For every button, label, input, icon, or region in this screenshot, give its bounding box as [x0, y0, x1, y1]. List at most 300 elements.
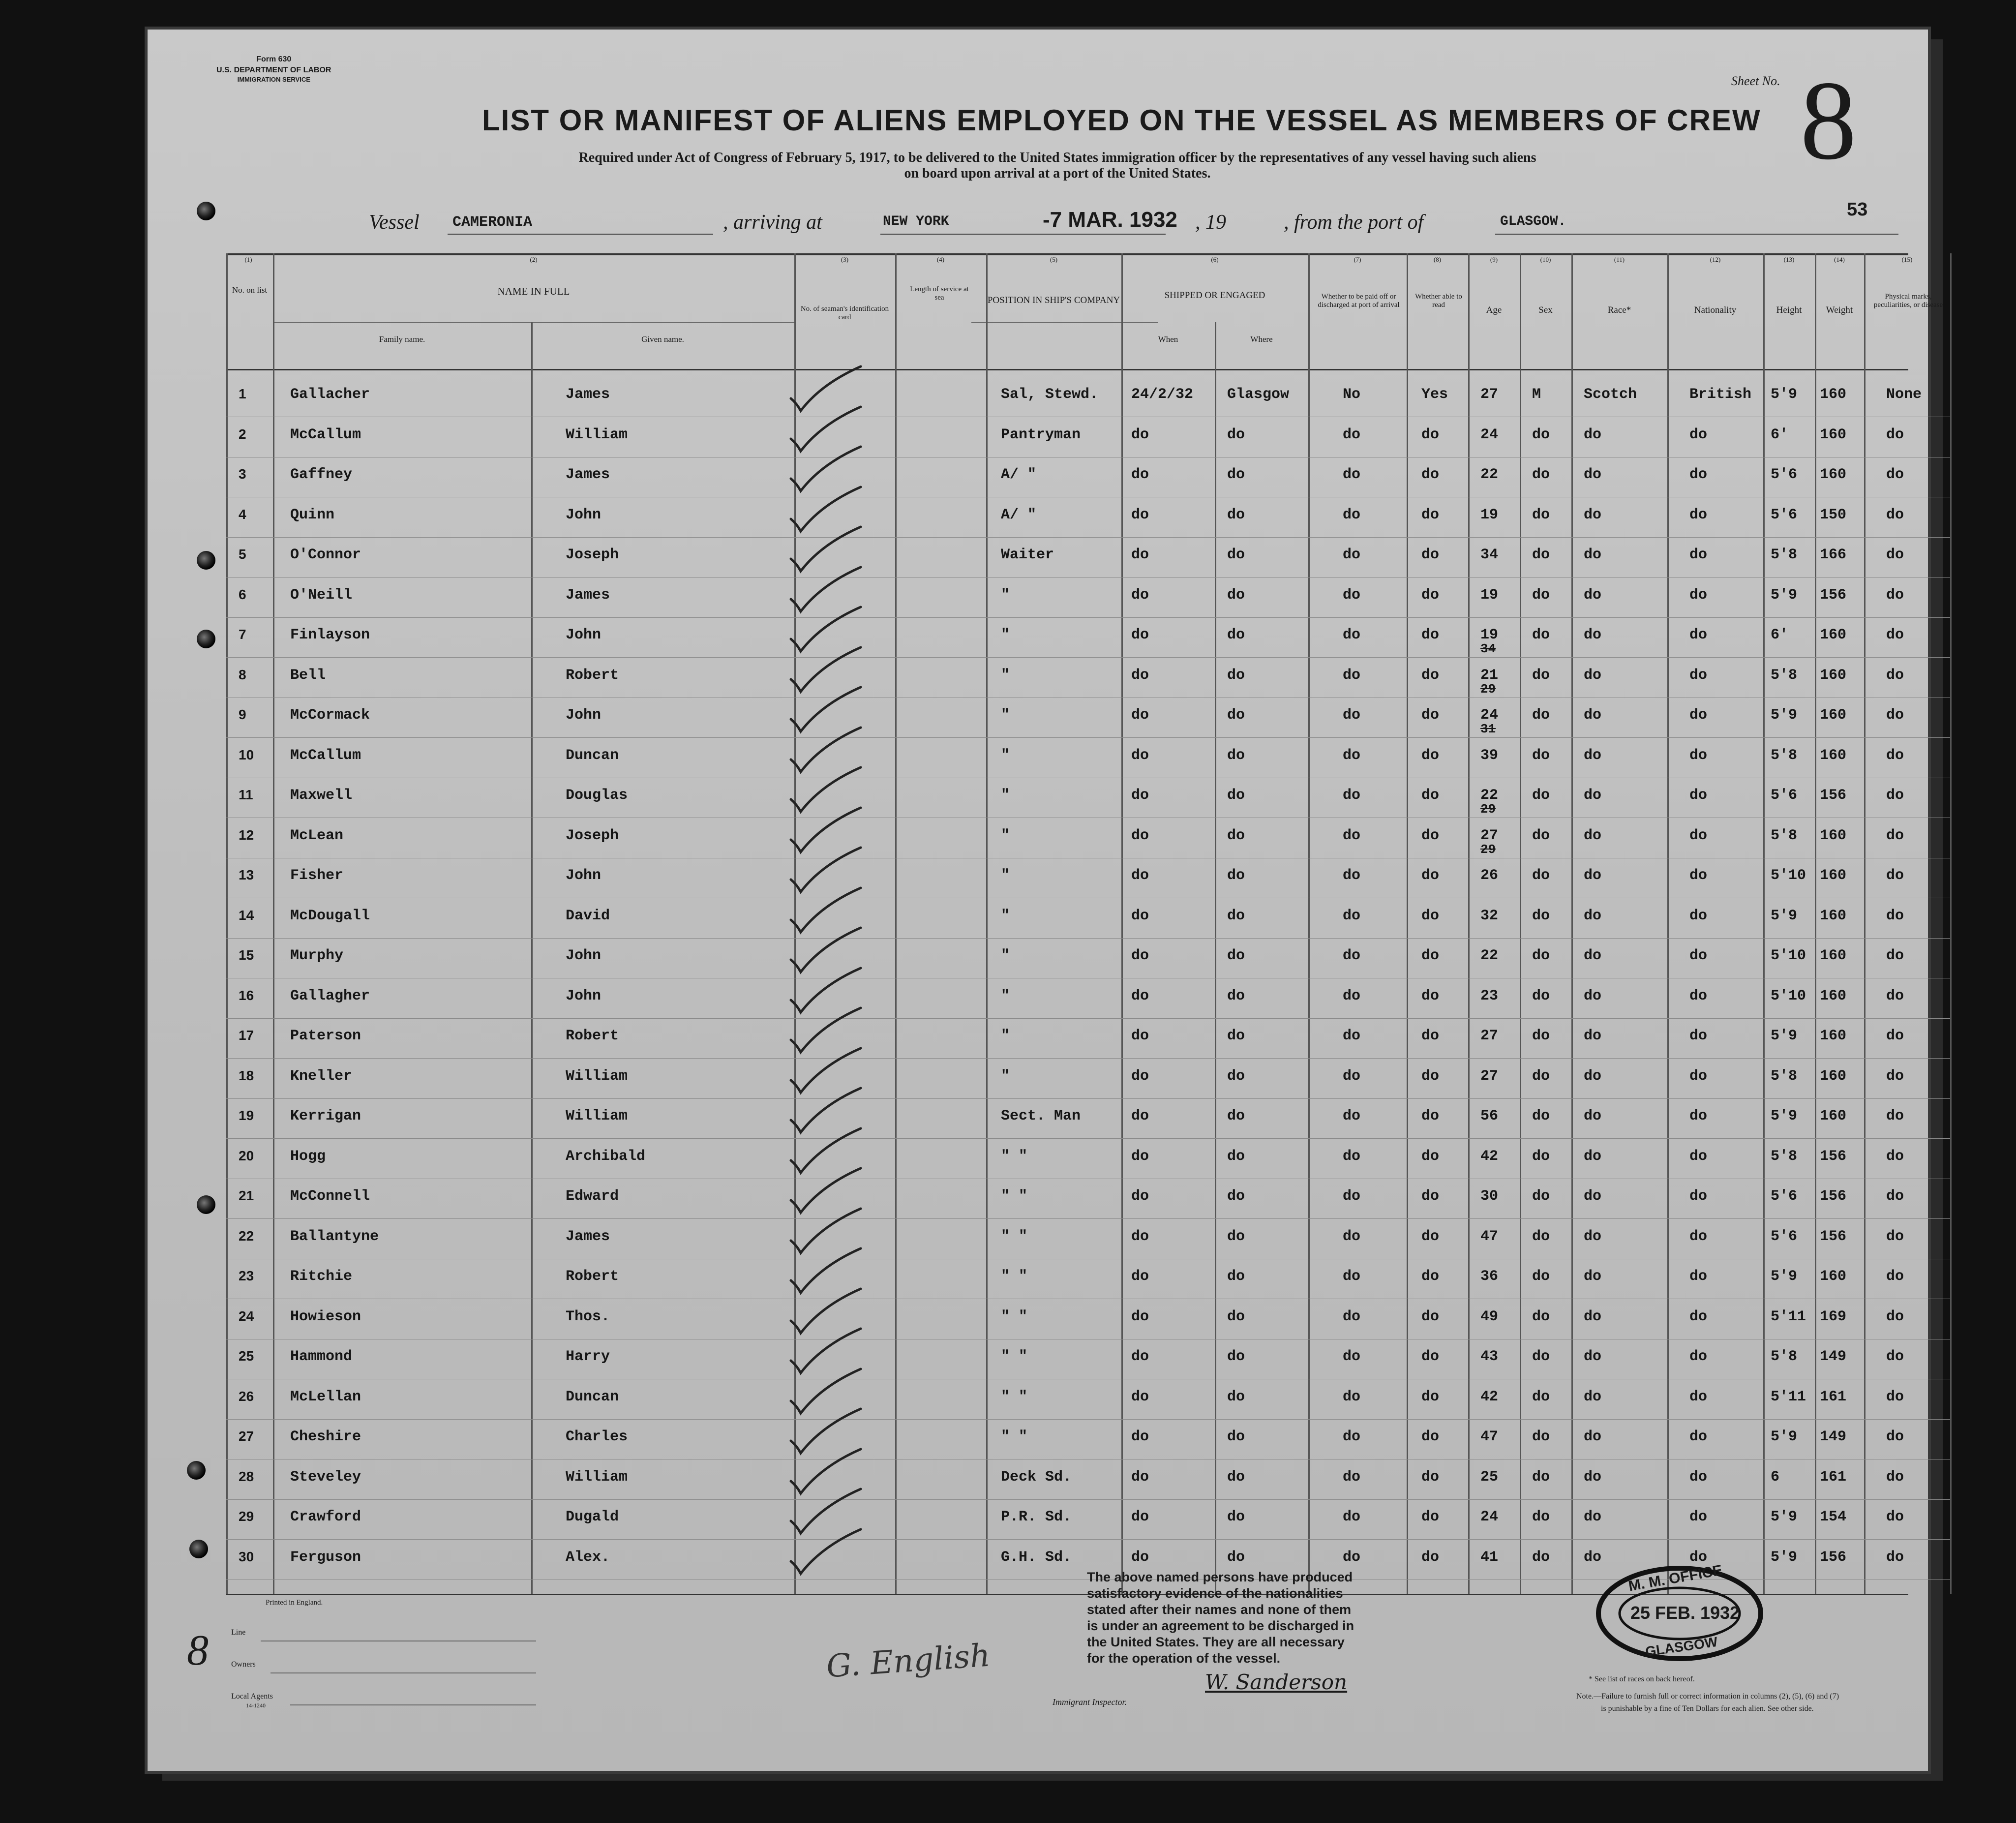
page-reference: 53	[1847, 199, 1868, 220]
punch-hole	[197, 630, 215, 648]
cell-paid: do	[1343, 586, 1361, 604]
cell-paid: do	[1343, 1148, 1361, 1165]
cell-where: do	[1227, 1028, 1245, 1044]
cell-weight: 160	[1820, 907, 1847, 924]
cell-given: James	[566, 586, 610, 604]
cell-family: Ferguson	[290, 1549, 361, 1566]
column-rule	[1763, 253, 1765, 1594]
cell-when: do	[1131, 627, 1149, 643]
cell-given: Joseph	[566, 827, 619, 844]
cell-no: 27	[239, 1428, 254, 1444]
cell-nat: do	[1689, 1108, 1708, 1124]
punch-hole	[197, 551, 215, 570]
cell-paid: do	[1343, 747, 1361, 764]
col-age: Age	[1486, 305, 1502, 315]
cell-paid: do	[1343, 1188, 1361, 1205]
cell-sex: do	[1532, 1188, 1550, 1205]
cell-race: do	[1584, 947, 1602, 964]
year-label: , 19	[1195, 211, 1226, 234]
punch-hole	[197, 202, 215, 220]
sheet-number: 8	[1800, 58, 1857, 183]
cell-family: Finlayson	[290, 627, 370, 643]
cell-when: do	[1131, 1067, 1149, 1085]
cell-race: do	[1584, 1067, 1602, 1085]
cell-weight: 160	[1820, 386, 1847, 403]
cell-family: Hammond	[290, 1348, 353, 1365]
cell-weight: 160	[1820, 707, 1847, 724]
cell-weight: 160	[1820, 947, 1847, 964]
cell-given: Alex.	[566, 1549, 610, 1566]
cell-where: do	[1227, 426, 1245, 443]
cell-nat: do	[1689, 1348, 1708, 1365]
sheet-label: Sheet No.	[1731, 74, 1780, 88]
cell-family: Ritchie	[290, 1268, 353, 1285]
arriving-port: NEW YORK	[883, 214, 949, 229]
cell-age: 30	[1480, 1188, 1499, 1205]
race-note: * See list of races on back hereof.	[1589, 1675, 1695, 1683]
cell-paid: do	[1343, 987, 1361, 1004]
col-physical-marks: Physical marks, peculiarities, or disease	[1873, 293, 1943, 309]
cell-age: 34	[1480, 547, 1499, 563]
cell-when: do	[1131, 1549, 1149, 1566]
cell-read: do	[1421, 1348, 1440, 1365]
cell-no: 14	[239, 907, 254, 923]
cell-no: 15	[239, 947, 254, 963]
cell-sex: do	[1532, 1108, 1550, 1124]
cell-when: do	[1131, 1268, 1149, 1285]
cell-race: do	[1584, 586, 1602, 604]
cell-marks: do	[1886, 867, 1904, 884]
column-rule	[895, 253, 897, 1594]
note-line-1: Note.—Failure to furnish full or correct information in columns (2), (5), (6) and (7)	[1576, 1692, 1839, 1701]
cell-where: do	[1227, 1188, 1245, 1205]
col-number: (12)	[1710, 256, 1721, 263]
cell-read: do	[1421, 1228, 1440, 1245]
cell-sex: do	[1532, 827, 1550, 844]
cell-height: 5'9	[1771, 1428, 1798, 1445]
cell-marks: do	[1886, 1509, 1904, 1525]
cell-no: 30	[239, 1549, 254, 1564]
cell-sex: do	[1532, 1028, 1550, 1044]
cell-no: 21	[239, 1188, 254, 1203]
column-rule	[273, 253, 274, 1594]
cell-family: Quinn	[290, 506, 335, 523]
form-info	[216, 54, 331, 84]
cell-no: 12	[239, 827, 254, 843]
cell-marks: do	[1886, 1228, 1904, 1245]
column-rule	[1121, 253, 1123, 1594]
cell-given: William	[566, 426, 628, 443]
cell-weight: 156	[1820, 586, 1847, 604]
cell-when: do	[1131, 1108, 1149, 1124]
cell-sex: do	[1532, 1228, 1550, 1245]
row-rule	[226, 737, 1950, 738]
cell-given: John	[566, 506, 602, 523]
cell-weight: 160	[1820, 426, 1847, 443]
cell-age: 47	[1480, 1228, 1499, 1245]
cell-marks: do	[1886, 506, 1904, 523]
cell-no: 24	[239, 1308, 254, 1324]
col-number: (10)	[1540, 256, 1551, 263]
cell-read: do	[1421, 907, 1440, 924]
cell-age-struck: 29	[1480, 802, 1496, 817]
cell-age: 19	[1480, 506, 1499, 523]
row-rule	[226, 617, 1950, 618]
cell-read: do	[1421, 547, 1440, 563]
cell-age: 22	[1480, 787, 1499, 804]
cell-family: McDougall	[290, 907, 370, 924]
cell-position: "	[1001, 907, 1010, 924]
declaration-line: The above named persons have produced	[1087, 1570, 1353, 1584]
row-rule	[226, 1499, 1950, 1500]
cell-race: do	[1584, 426, 1602, 443]
col-given-name: Given name.	[641, 334, 684, 344]
cell-where: do	[1227, 1348, 1245, 1365]
cell-no: 26	[239, 1388, 254, 1404]
cell-sex: M	[1532, 386, 1541, 403]
cell-given: James	[566, 466, 610, 483]
cell-family: Hogg	[290, 1148, 326, 1165]
cell-given: James	[566, 1228, 610, 1245]
cell-paid: do	[1343, 867, 1361, 884]
cell-race: do	[1584, 707, 1602, 724]
col-name-in-full: NAME IN FULL	[497, 285, 570, 297]
col-number: (9)	[1490, 256, 1498, 263]
cell-read: do	[1421, 1468, 1440, 1486]
cell-family: Gallacher	[290, 386, 370, 403]
cell-read: do	[1421, 586, 1440, 604]
owners-label: Owners	[231, 1660, 256, 1669]
col-nationality: Nationality	[1694, 305, 1737, 315]
cell-paid: do	[1343, 827, 1361, 844]
cell-no: 23	[239, 1268, 254, 1283]
cell-given: Joseph	[566, 547, 619, 563]
row-rule	[226, 1218, 1950, 1219]
declaration-line: is under an agreement to be discharged in	[1087, 1618, 1354, 1633]
cell-height: 5'8	[1771, 1148, 1798, 1165]
cell-nat: do	[1689, 787, 1708, 804]
cell-marks: None	[1886, 386, 1922, 403]
cell-weight: 160	[1820, 627, 1847, 643]
col-when: When	[1158, 334, 1178, 344]
cell-when: do	[1131, 1188, 1149, 1205]
cell-weight: 160	[1820, 987, 1847, 1004]
cell-position: "	[1001, 987, 1010, 1004]
cell-height: 5'6	[1771, 1188, 1798, 1205]
stamp-bottom-text: GLASGOW	[1644, 1634, 1719, 1660]
cell-age: 56	[1480, 1108, 1499, 1124]
cell-height: 5'9	[1771, 1108, 1798, 1124]
cell-nat: do	[1689, 1388, 1708, 1405]
cell-given: John	[566, 627, 602, 643]
cell-marks: do	[1886, 1348, 1904, 1365]
cell-family: Cheshire	[290, 1428, 361, 1445]
cell-when: do	[1131, 667, 1149, 684]
cell-race: do	[1584, 1148, 1602, 1165]
col-number: (15)	[1901, 256, 1913, 263]
col-length-of-service: Length of service at sea	[910, 285, 969, 302]
row-rule	[226, 938, 1950, 939]
cell-no: 10	[239, 747, 254, 762]
cell-given: John	[566, 947, 602, 964]
rule	[273, 322, 794, 323]
cell-paid: do	[1343, 506, 1361, 523]
cell-when: do	[1131, 1228, 1149, 1245]
cell-paid: do	[1343, 1228, 1361, 1245]
from-port: GLASGOW.	[1500, 214, 1566, 229]
cell-nat: do	[1689, 547, 1708, 563]
cell-when: do	[1131, 907, 1149, 924]
local-agents-label: Local Agents	[231, 1692, 273, 1701]
cell-marks: do	[1886, 426, 1904, 443]
inspector-label: Immigrant Inspector.	[1053, 1697, 1127, 1707]
table-top-rule	[226, 253, 1908, 255]
cell-height: 5'6	[1771, 506, 1798, 523]
cell-race: do	[1584, 1188, 1602, 1205]
column-rule	[226, 253, 228, 1594]
cell-weight: 160	[1820, 667, 1847, 684]
cell-race: do	[1584, 827, 1602, 844]
cell-where: do	[1227, 1268, 1245, 1285]
cell-marks: do	[1886, 827, 1904, 844]
cell-marks: do	[1886, 627, 1904, 643]
cell-marks: do	[1886, 1468, 1904, 1486]
cell-read: do	[1421, 466, 1440, 483]
cell-family: Kerrigan	[290, 1108, 361, 1124]
cell-where: do	[1227, 1428, 1245, 1445]
cell-position: "	[1001, 1028, 1010, 1044]
cell-marks: do	[1886, 466, 1904, 483]
document-subtitle	[393, 150, 1721, 182]
cell-paid: do	[1343, 1308, 1361, 1325]
cell-read: do	[1421, 1148, 1440, 1165]
cell-nat: do	[1689, 747, 1708, 764]
cell-given: Edward	[566, 1188, 619, 1205]
cell-sex: do	[1532, 426, 1550, 443]
cell-given: John	[566, 867, 602, 884]
cell-family: McLellan	[290, 1388, 361, 1405]
cell-race: do	[1584, 1228, 1602, 1245]
cell-nat: do	[1689, 426, 1708, 443]
subtitle-line-2: on board upon arrival at a port of the United States.	[904, 166, 1211, 181]
cell-when: do	[1131, 1348, 1149, 1365]
cell-age: 36	[1480, 1268, 1499, 1285]
cell-read: do	[1421, 707, 1440, 724]
cell-sex: do	[1532, 907, 1550, 924]
cell-age: 27	[1480, 1067, 1499, 1085]
cell-position: "	[1001, 747, 1010, 764]
cell-height: 5'8	[1771, 1067, 1798, 1085]
cell-no: 9	[239, 707, 246, 722]
cell-race: do	[1584, 466, 1602, 483]
cell-read: do	[1421, 1308, 1440, 1325]
cell-when: do	[1131, 827, 1149, 844]
cell-no: 13	[239, 867, 254, 882]
cell-paid: do	[1343, 667, 1361, 684]
note-line-2: is punishable by a fine of Ten Dollars for each alien. See other side.	[1601, 1704, 1814, 1713]
cell-height: 5'11	[1771, 1308, 1806, 1325]
cell-height: 5'11	[1771, 1388, 1806, 1405]
cell-sex: do	[1532, 547, 1550, 563]
cell-height: 6'	[1771, 426, 1789, 443]
cell-nat: do	[1689, 586, 1708, 604]
cell-when: do	[1131, 747, 1149, 764]
cell-when: do	[1131, 1388, 1149, 1405]
cell-read: do	[1421, 1388, 1440, 1405]
cell-height: 5'9	[1771, 1549, 1798, 1566]
inspector-signature: G. English	[825, 1637, 992, 1685]
col-number: (8)	[1433, 256, 1442, 263]
cell-paid: do	[1343, 1509, 1361, 1525]
cell-sex: do	[1532, 867, 1550, 884]
cell-no: 22	[239, 1228, 254, 1244]
cell-weight: 156	[1820, 1549, 1847, 1566]
cell-no: 1	[239, 386, 246, 401]
subtitle-line-1: Required under Act of Congress of February 5, 1917, to be delivered to the United States immigration officer by the representatives of any vessel having such aliens	[578, 150, 1536, 165]
cell-sex: do	[1532, 1549, 1550, 1566]
rule	[1495, 234, 1898, 235]
col-no-on-list: No. on list	[232, 285, 268, 295]
cell-nat: do	[1689, 1268, 1708, 1285]
rule	[880, 234, 1166, 235]
declaration	[1087, 1569, 1354, 1667]
col-number: (5)	[1050, 256, 1058, 263]
cell-marks: do	[1886, 907, 1904, 924]
cell-height: 5'10	[1771, 987, 1806, 1004]
cell-marks: do	[1886, 1428, 1904, 1445]
form-number: Form 630	[256, 55, 292, 63]
cell-read: do	[1421, 1549, 1440, 1566]
cell-given: Robert	[566, 1028, 619, 1044]
cell-marks: do	[1886, 747, 1904, 764]
cell-position: " "	[1001, 1268, 1028, 1285]
cell-where: do	[1227, 667, 1245, 684]
cell-position: " "	[1001, 1228, 1028, 1245]
cell-position: Sal, Stewd.	[1001, 386, 1099, 403]
cell-position: " "	[1001, 1188, 1028, 1205]
cell-read: Yes	[1421, 386, 1448, 403]
cell-marks: do	[1886, 667, 1904, 684]
cell-read: do	[1421, 1268, 1440, 1285]
arriving-label: , arriving at	[723, 211, 822, 234]
stamp-date: 25 FEB. 1932	[1630, 1603, 1740, 1623]
cell-when: do	[1131, 506, 1149, 523]
cell-height: 5'6	[1771, 1228, 1798, 1245]
row-rule	[226, 1419, 1950, 1420]
column-rule	[1667, 253, 1669, 1594]
col-weight: Weight	[1826, 305, 1853, 315]
cell-read: do	[1421, 867, 1440, 884]
cell-family: Kneller	[290, 1067, 353, 1085]
cell-nat: do	[1689, 827, 1708, 844]
col-able-to-read: Whether able to read	[1415, 293, 1462, 309]
col-number: (4)	[936, 256, 945, 263]
cell-sex: do	[1532, 1348, 1550, 1365]
declaration-line: for the operation of the vessel.	[1087, 1650, 1281, 1666]
cell-paid: do	[1343, 947, 1361, 964]
cell-height: 5'10	[1771, 867, 1806, 884]
cell-when: do	[1131, 787, 1149, 804]
cell-race: do	[1584, 1428, 1602, 1445]
cell-age: 26	[1480, 867, 1499, 884]
cell-height: 5'6	[1771, 787, 1798, 804]
cell-marks: do	[1886, 947, 1904, 964]
cell-where: do	[1227, 547, 1245, 563]
row-rule	[226, 1138, 1950, 1139]
col-position: POSITION IN SHIP'S COMPANY	[987, 295, 1120, 305]
cell-given: John	[566, 987, 602, 1004]
cell-where: do	[1227, 1148, 1245, 1165]
cell-height: 5'8	[1771, 667, 1798, 684]
cell-paid: do	[1343, 1067, 1361, 1085]
cell-sex: do	[1532, 987, 1550, 1004]
cell-race: do	[1584, 787, 1602, 804]
cell-nat: do	[1689, 1468, 1708, 1486]
cell-read: do	[1421, 1108, 1440, 1124]
cell-position: G.H. Sd.	[1001, 1549, 1072, 1566]
cell-nat: do	[1689, 907, 1708, 924]
from-port-label: , from the port of	[1284, 211, 1424, 234]
col-number: (13)	[1783, 256, 1795, 263]
col-where: Where	[1250, 334, 1273, 344]
cell-marks: do	[1886, 1308, 1904, 1325]
cell-weight: 156	[1820, 1188, 1847, 1205]
cell-when: do	[1131, 947, 1149, 964]
cell-age: 24	[1480, 707, 1499, 724]
cell-sex: do	[1532, 586, 1550, 604]
cell-given: Robert	[566, 1268, 619, 1285]
column-rule	[986, 253, 988, 1594]
cell-family: Fisher	[290, 867, 344, 884]
cell-height: 5'9	[1771, 1509, 1798, 1525]
col-number: (3)	[841, 256, 849, 263]
cell-given: Duncan	[566, 747, 619, 764]
vessel-name: CAMERONIA	[452, 214, 533, 231]
punch-hole	[187, 1461, 206, 1480]
cell-nat: do	[1689, 627, 1708, 643]
col-sex: Sex	[1538, 305, 1553, 315]
cell-where: do	[1227, 827, 1245, 844]
cell-no: 8	[239, 667, 246, 682]
cell-nat: do	[1689, 1509, 1708, 1525]
cell-marks: do	[1886, 787, 1904, 804]
cell-where: do	[1227, 987, 1245, 1004]
cell-age: 23	[1480, 987, 1499, 1004]
cell-weight: 156	[1820, 1148, 1847, 1165]
cell-sex: do	[1532, 506, 1550, 523]
cell-given: Duncan	[566, 1388, 619, 1405]
cell-position: " "	[1001, 1148, 1028, 1165]
cell-weight: 166	[1820, 547, 1847, 563]
cell-sex: do	[1532, 947, 1550, 964]
cell-where: do	[1227, 586, 1245, 604]
column-rule	[1864, 253, 1866, 1594]
cell-position: "	[1001, 947, 1010, 964]
cell-sex: do	[1532, 707, 1550, 724]
cell-where: do	[1227, 1228, 1245, 1245]
cell-position: " "	[1001, 1388, 1028, 1405]
cell-marks: do	[1886, 1108, 1904, 1124]
cell-age: 42	[1480, 1148, 1499, 1165]
cell-nat: do	[1689, 667, 1708, 684]
cell-family: Paterson	[290, 1028, 361, 1044]
cell-marks: do	[1886, 707, 1904, 724]
cell-weight: 160	[1820, 747, 1847, 764]
cell-height: 5'9	[1771, 707, 1798, 724]
cell-sex: do	[1532, 1308, 1550, 1325]
cell-when: do	[1131, 867, 1149, 884]
column-rule	[1468, 253, 1470, 1594]
